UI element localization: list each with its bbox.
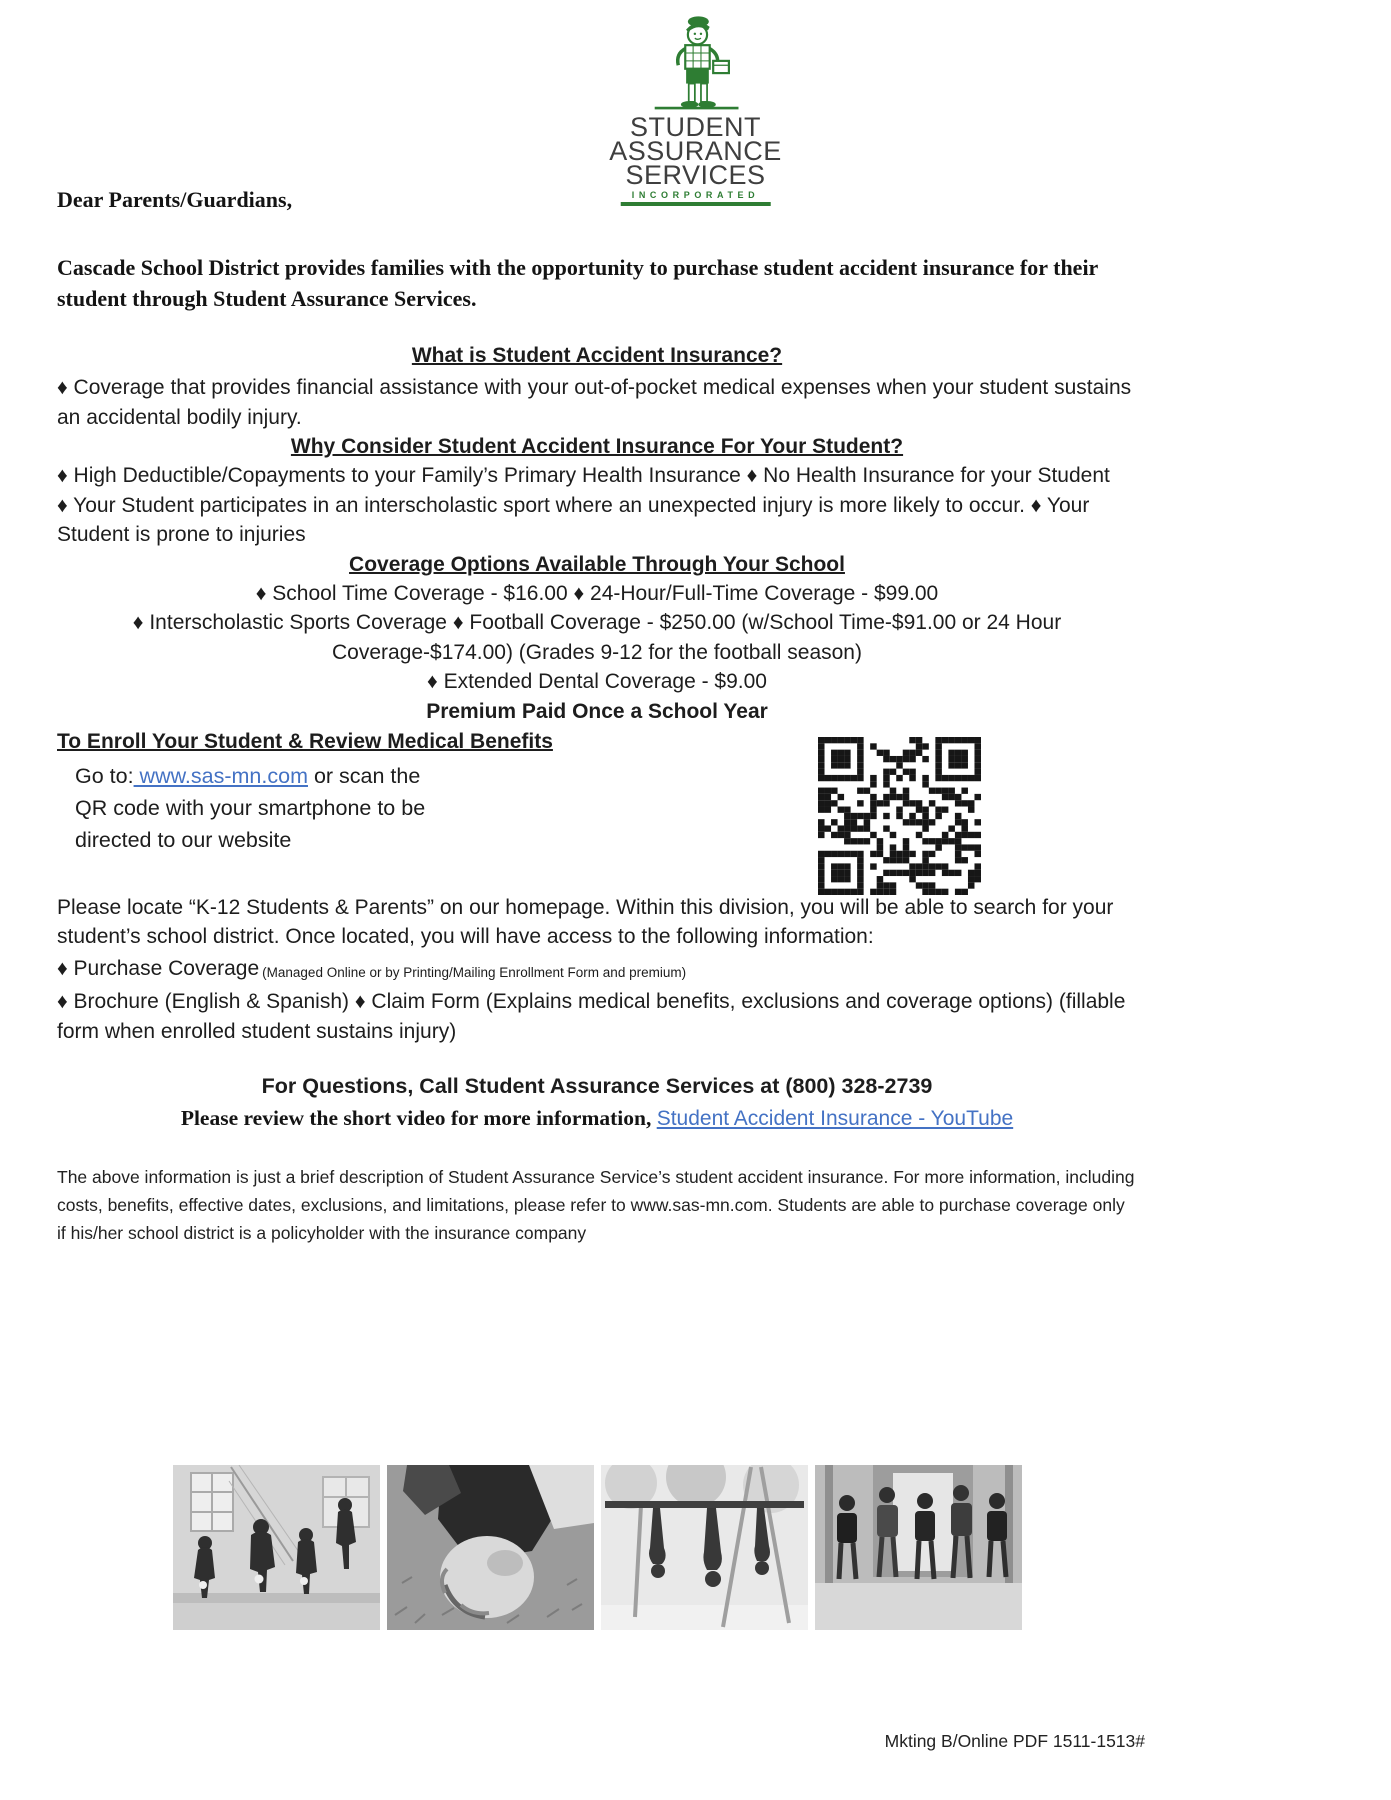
photo-students-backpacks (815, 1465, 1022, 1630)
logo-word-student: STUDENT (629, 112, 761, 142)
purchase-label: ♦ Purchase Coverage (57, 956, 260, 980)
disclaimer: The above information is just a brief description of Student Assurance Service’s student accident insurance. For more information, including costs, benefits, effective dates, exclusions, and limitations, please refer to www.sas-mn.com. Students are able to purchase coverage only if his/her school district is a policyholder with the insurance company (57, 1167, 1135, 1243)
purchase-note: (Managed Online or by Printing/Mailing Enrollment Form and premium) (262, 964, 687, 980)
youtube-link[interactable]: Student Accident Insurance - YouTube (656, 1106, 1014, 1130)
letter-body (57, 0, 1137, 1630)
bullet-interscholastic-sport: ♦ Your Student participates in an interscholastic sport where an unexpected injury is more likely to occur. ♦ Your Student is prone to injuries (57, 493, 1090, 546)
footer-code: Mkting B/Online PDF 1511-1513# (884, 1731, 1145, 1751)
photo-playground-bars (601, 1465, 808, 1630)
goto-line2: QR code with your smartphone to be (75, 795, 426, 820)
heading-what-is-insurance: What is Student Accident Insurance? (411, 344, 783, 367)
goto-line3: directed to our website (75, 827, 292, 852)
photo-volleyball (173, 1465, 380, 1630)
video-prefix: Please review the short video for more information, (180, 1105, 657, 1130)
option-school-time: ♦ School Time Coverage - $16.00 ♦ 24-Hour/Full-Time Coverage - $99.00 (255, 581, 939, 605)
photo-football-helmet (387, 1465, 594, 1630)
heading-coverage-options: Coverage Options Available Through Your School (349, 552, 845, 576)
option-extended-dental: ♦ Extended Dental Coverage - $9.00 (427, 670, 767, 693)
photo-strip (57, 1465, 1137, 1630)
bullet-purchase-coverage (57, 954, 1137, 986)
questions-phone-line: For Questions, Call Student Assurance Services at (800) 328-2739 (261, 1074, 933, 1098)
heading-enroll: To Enroll Your Student & Review Medical Benefits (57, 730, 553, 753)
enroll-instructions (75, 760, 1137, 856)
homepage-paragraph: Please locate “K-12 Students & Parents” on our homepage. Within this division, you will be able to search for your student’s school district. Once located, you will have access to the following information: (57, 895, 1114, 948)
logo-word-services: SERVICES (625, 160, 766, 190)
greeting: Dear Parents/Guardians, (57, 187, 293, 212)
heading-why-consider: Why Consider Student Accident Insurance For Your Student? (290, 435, 904, 458)
goto-prefix: Go to: (75, 763, 134, 788)
option-sports-football: ♦ Interscholastic Sports Coverage ♦ Football Coverage - $250.00 (w/School Time-$91.00 or 24 Hour Coverage-$174.00) (Grades 9-12 for the football season) (132, 611, 1062, 664)
bullet-high-deductible: ♦ High Deductible/Copayments to your Family’s Primary Health Insurance ♦ No Health Insurance for your Student (57, 464, 1110, 487)
logo-incorporated: INCORPORATED (631, 190, 760, 200)
goto-suffix: or scan the (307, 763, 421, 788)
bullet-brochure-claim-form: ♦ Brochure (English & Spanish) ♦ Claim Form (Explains medical benefits, exclusions and coverage options) (fillable form when enrolled student sustains injury) (57, 990, 1126, 1043)
bullet-coverage-description: ♦ Coverage that provides financial assistance with your out-of-pocket medical expenses when your student sustains an accidental bodily injury. (57, 376, 1132, 429)
video-line (57, 1104, 1137, 1134)
sas-website-link[interactable]: www.sas-mn.com (133, 763, 308, 788)
premium-note: Premium Paid Once a School Year (426, 699, 768, 723)
logo-word-assurance: ASSURANCE (609, 136, 782, 166)
intro-paragraph: Cascade School District provides families with the opportunity to purchase student accident insurance for their student through Student Assurance Services. (57, 255, 1098, 311)
